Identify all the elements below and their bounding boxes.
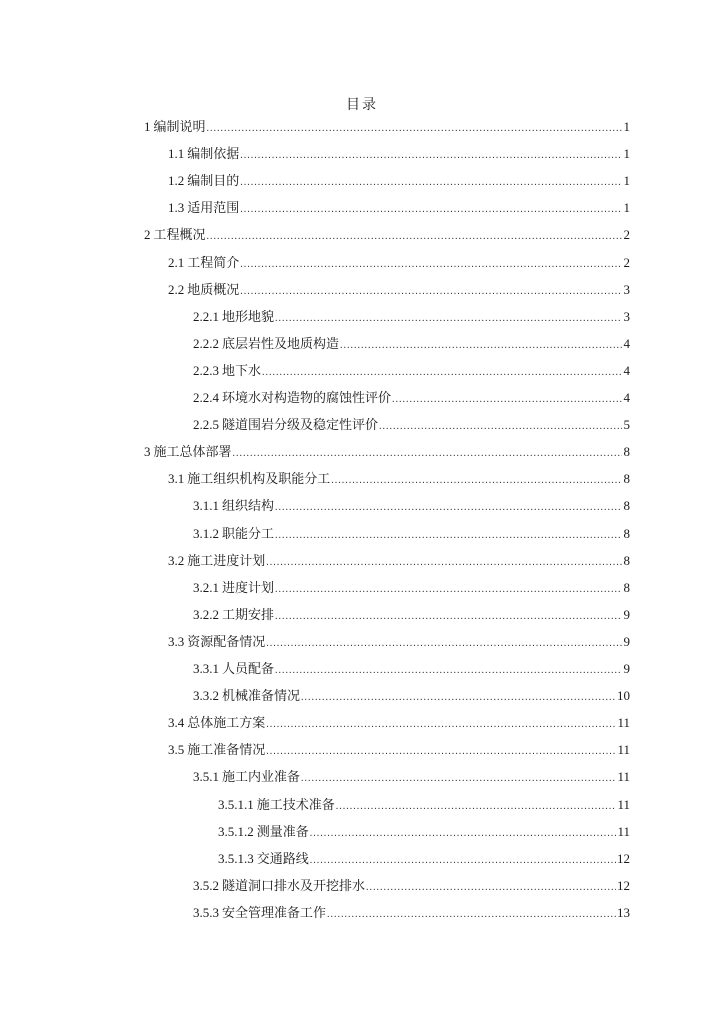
toc-entry-page-number: 11 <box>617 715 630 730</box>
toc-entry-number: 2.2.2 <box>193 336 219 351</box>
toc-entry-page-number: 8 <box>623 580 630 595</box>
toc-entry-title: 安全管理准备工作 <box>222 905 327 920</box>
toc-entry-page-number: 11 <box>617 824 630 839</box>
toc-entry-number: 1 <box>144 119 151 134</box>
toc-entry-number: 3.5.3 <box>193 905 219 920</box>
toc-entry-page-number: 4 <box>623 390 630 405</box>
toc-entry[interactable] <box>144 442 630 462</box>
toc-entry-page-number: 8 <box>623 498 630 513</box>
toc-entry-page-number: 9 <box>623 634 630 649</box>
toc-entry-page-number: 13 <box>617 905 630 920</box>
toc-entry-page-number: 10 <box>617 688 630 703</box>
toc-entry-title: 机械准备情况 <box>222 688 301 703</box>
toc-entry-page-number: 11 <box>617 769 630 784</box>
toc-entry-title: 地下水 <box>222 363 262 378</box>
toc-dot-leader <box>266 634 622 654</box>
toc-entry[interactable] <box>168 551 630 571</box>
toc-dot-leader <box>310 824 617 844</box>
toc-dot-leader <box>275 309 622 329</box>
toc-entry-title: 工程概况 <box>153 227 206 242</box>
toc-entry-number: 3.1.1 <box>193 498 219 513</box>
toc-entry-title: 交通路线 <box>256 851 309 866</box>
toc-entry-title: 隧道洞口排水及开挖排水 <box>222 878 366 893</box>
toc-dot-leader <box>275 580 622 600</box>
toc-entry-page-number: 5 <box>623 417 630 432</box>
toc-dot-leader <box>275 607 622 627</box>
toc-entry-page-number: 11 <box>617 742 630 757</box>
toc-entry[interactable] <box>168 713 630 733</box>
toc-entry-number: 2 <box>144 227 151 242</box>
toc-dot-leader <box>301 769 616 789</box>
toc-entry[interactable] <box>193 524 630 544</box>
toc-dot-leader <box>240 173 622 193</box>
toc-entry[interactable] <box>168 469 630 489</box>
toc-entry-title: 进度计划 <box>222 580 275 595</box>
toc-entry-page-number: 1 <box>623 146 630 161</box>
toc-entry-page-number: 12 <box>617 851 630 866</box>
toc-entry[interactable] <box>193 415 630 435</box>
toc-entry[interactable] <box>168 632 630 652</box>
toc-entry-title: 地形地貌 <box>222 309 275 324</box>
toc-entry-number: 3.5.1 <box>193 769 219 784</box>
toc-entry-title: 施工总体部署 <box>153 444 232 459</box>
toc-entry-number: 3.5.2 <box>193 878 219 893</box>
toc-entry-number: 2.1 <box>168 255 185 270</box>
toc-entry-title: 总体施工方案 <box>187 715 266 730</box>
toc-entry-title: 编制依据 <box>187 146 240 161</box>
toc-entry-title: 职能分工 <box>222 526 275 541</box>
toc-entry-number: 2.2.4 <box>193 390 219 405</box>
toc-dot-leader <box>266 742 616 762</box>
toc-dot-leader <box>331 471 622 491</box>
toc-entry[interactable] <box>168 280 630 300</box>
toc-entry-page-number: 3 <box>623 309 630 324</box>
toc-title: 目录 <box>346 98 378 113</box>
toc-entry-title: 地质概况 <box>187 282 240 297</box>
toc-dot-leader <box>207 119 622 139</box>
toc-entry-title: 施工组织机构及职能分工 <box>187 471 331 486</box>
toc-entry-number: 2.2.1 <box>193 309 219 324</box>
toc-entry-title: 施工准备情况 <box>187 742 266 757</box>
toc-entry[interactable] <box>193 767 630 787</box>
toc-dot-leader <box>240 282 622 302</box>
toc-entry[interactable] <box>218 795 630 815</box>
toc-entry-number: 3.1.2 <box>193 526 219 541</box>
toc-entry-title: 施工进度计划 <box>187 553 266 568</box>
toc-entry[interactable] <box>193 903 630 923</box>
toc-entry-page-number: 1 <box>623 119 630 134</box>
toc-entry-number: 3.5.1.1 <box>218 797 254 812</box>
toc-dot-leader <box>266 715 616 735</box>
toc-dot-leader <box>275 526 622 546</box>
toc-entry-page-number: 1 <box>623 200 630 215</box>
toc-entry[interactable] <box>193 686 630 706</box>
toc-entry[interactable] <box>218 849 630 869</box>
toc-entry[interactable] <box>168 171 630 191</box>
toc-entry-number: 3.3 <box>168 634 185 649</box>
toc-dot-leader <box>275 661 622 681</box>
toc-entry-page-number: 8 <box>623 553 630 568</box>
toc-dot-leader <box>233 444 622 464</box>
toc-entry[interactable] <box>168 740 630 760</box>
toc-entry-number: 2.2 <box>168 282 185 297</box>
toc-entry-page-number: 8 <box>623 526 630 541</box>
toc-entry-number: 3.2.2 <box>193 607 219 622</box>
toc-entry[interactable] <box>168 253 630 273</box>
toc-entry-page-number: 8 <box>623 444 630 459</box>
toc-entry-number: 3.4 <box>168 715 185 730</box>
toc-entry-title: 工期安排 <box>222 607 275 622</box>
toc-entry-page-number: 8 <box>623 471 630 486</box>
toc-entry-title: 人员配备 <box>222 661 275 676</box>
toc-entry-title: 工程简介 <box>187 255 240 270</box>
toc-dot-leader <box>336 797 617 817</box>
toc-entry-number: 3.2 <box>168 553 185 568</box>
toc-dot-leader <box>240 146 622 166</box>
toc-entry[interactable] <box>168 198 630 218</box>
toc-entry-title: 编制目的 <box>187 173 240 188</box>
toc-entry-number: 3.3.1 <box>193 661 219 676</box>
toc-dot-leader <box>379 417 622 437</box>
toc-entry-title: 底层岩性及地质构造 <box>222 336 340 351</box>
toc-dot-leader <box>327 905 616 925</box>
toc-entry-page-number: 9 <box>623 661 630 676</box>
toc-dot-leader <box>275 498 622 518</box>
toc-entry-title: 编制说明 <box>153 119 206 134</box>
toc-dot-leader <box>207 227 622 247</box>
toc-entry-number: 1.3 <box>168 200 185 215</box>
toc-dot-leader <box>240 255 622 275</box>
toc-entry[interactable] <box>144 225 630 245</box>
toc-dot-leader <box>266 553 622 573</box>
toc-entry[interactable] <box>193 876 630 896</box>
toc-entry-title: 隧道围岩分级及稳定性评价 <box>222 417 379 432</box>
toc-dot-leader <box>310 851 616 871</box>
toc-entry-page-number: 12 <box>617 878 630 893</box>
toc-entry[interactable] <box>168 144 630 164</box>
toc-entry-page-number: 2 <box>623 227 630 242</box>
toc-entry-page-number: 9 <box>623 607 630 622</box>
toc-entry-page-number: 3 <box>623 282 630 297</box>
toc-dot-leader <box>366 878 616 898</box>
toc-entry-number: 2.2.3 <box>193 363 219 378</box>
toc-entry[interactable] <box>193 496 630 516</box>
toc-entry-number: 3.1 <box>168 471 185 486</box>
toc-entry-number: 3.2.1 <box>193 580 219 595</box>
toc-entry[interactable] <box>193 578 630 598</box>
toc-entry-page-number: 4 <box>623 336 630 351</box>
toc-entry[interactable] <box>193 334 630 354</box>
toc-entry-number: 3.5.1.3 <box>218 851 254 866</box>
toc-entry-title: 施工技术准备 <box>256 797 335 812</box>
toc-entry[interactable] <box>193 361 630 381</box>
toc-entry[interactable] <box>218 822 630 842</box>
toc-entry-title: 环境水对构造物的腐蚀性评价 <box>222 390 392 405</box>
toc-dot-leader <box>301 688 616 708</box>
toc-entry-number: 1.1 <box>168 146 185 161</box>
toc-dot-leader <box>240 200 622 220</box>
toc-entry-title: 测量准备 <box>256 824 309 839</box>
toc-entry[interactable] <box>193 605 630 625</box>
toc-entry-number: 3.5.1.2 <box>218 824 254 839</box>
toc-entry-title: 组织结构 <box>222 498 275 513</box>
toc-entry-number: 3 <box>144 444 151 459</box>
toc-entry-page-number: 4 <box>623 363 630 378</box>
toc-entry[interactable] <box>193 388 630 408</box>
toc-entry[interactable] <box>193 307 630 327</box>
toc-entry-number: 3.5 <box>168 742 185 757</box>
toc-entry-title: 施工内业准备 <box>222 769 301 784</box>
toc-entry[interactable] <box>193 659 630 679</box>
toc-entry-page-number: 11 <box>617 797 630 812</box>
toc-entry-page-number: 1 <box>623 173 630 188</box>
toc-entry-number: 2.2.5 <box>193 417 219 432</box>
toc-entry-number: 3.3.2 <box>193 688 219 703</box>
toc-entry-number: 1.2 <box>168 173 185 188</box>
toc-dot-leader <box>262 363 622 383</box>
toc-dot-leader <box>340 336 622 356</box>
toc-entry[interactable] <box>144 117 630 137</box>
toc-entry-title: 适用范围 <box>187 200 240 215</box>
toc-dot-leader <box>392 390 622 410</box>
toc-entry-title: 资源配备情况 <box>187 634 266 649</box>
toc-entry-page-number: 2 <box>623 255 630 270</box>
